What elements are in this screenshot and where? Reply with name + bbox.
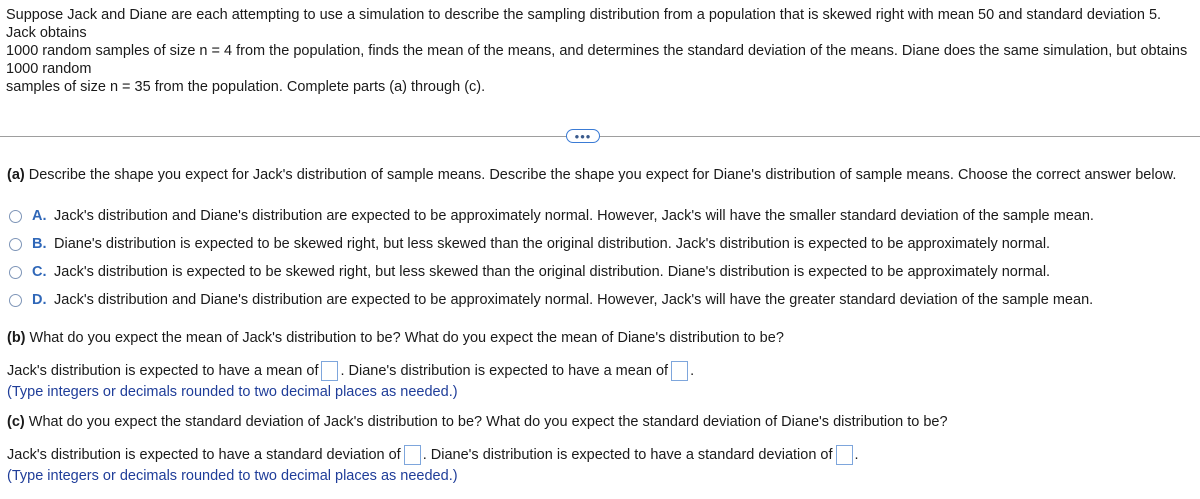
part-c-period: . <box>854 447 859 463</box>
ellipsis-icon: ••• <box>574 128 592 144</box>
option-a-letter: A. <box>32 208 47 224</box>
intro-line-3: samples of size n = 35 from the population. Complete parts (a) through (c). <box>6 79 486 95</box>
option-d-text: Jack's distribution and Diane's distribution are expected to be approximately normal. However, Jack's will have the greater standard deviation of the sample mean. <box>54 292 1094 308</box>
intro-line-1: Suppose Jack and Diane are each attempting to use a simulation to describe the sampling distribution from a population that is skewed right with mean 50 and standard deviation 5. Jack obtains <box>6 7 1162 41</box>
part-b-label: (b) <box>7 330 26 346</box>
diane-mean-input[interactable] <box>671 361 688 381</box>
option-c-text: Jack's distribution is expected to be skewed right, but less skewed than the original distribution. Diane's distribution is expected to be approximately normal. <box>54 264 1051 280</box>
part-b-hint: (Type integers or decimals rounded to two decimal places as needed.) <box>7 384 458 400</box>
part-b-question <box>7 330 784 346</box>
part-a-text: Describe the shape you expect for Jack's distribution of sample means. Describe the shape you expect for Diane's distribution of sample means. Choose the correct answer below. <box>28 167 1177 183</box>
part-a-label: (a) <box>7 167 25 183</box>
jack-mean-label: Jack's distribution is expected to have a mean of <box>7 363 319 379</box>
option-c[interactable] <box>9 263 1050 281</box>
jack-sd-label: Jack's distribution is expected to have a standard deviation of <box>7 447 401 463</box>
option-d-letter: D. <box>32 292 47 308</box>
section-divider <box>0 136 1200 137</box>
radio-button-d[interactable] <box>9 294 22 307</box>
part-c-label: (c) <box>7 414 25 430</box>
option-d[interactable] <box>9 291 1093 309</box>
diane-sd-input[interactable] <box>836 445 853 465</box>
part-b-answer-line <box>7 360 694 382</box>
part-b-text: What do you expect the mean of Jack's distribution to be? What do you expect the mean of Diane's distribution to be? <box>29 330 784 346</box>
part-b-period: . <box>690 363 695 379</box>
option-b-text: Diane's distribution is expected to be skewed right, but less skewed than the original distribution. Jack's distribution is expected to be approximately normal. <box>54 236 1051 252</box>
intro-line-2: 1000 random samples of size n = 4 from the population, finds the mean of the means, and determines the standard deviation of the means. Diane does the same simulation, but obtains 1000 random <box>6 43 1188 77</box>
option-a-text: Jack's distribution and Diane's distribution are expected to be approximately normal. However, Jack's will have the smaller standard deviation of the sample mean. <box>54 208 1094 224</box>
part-c-question <box>7 414 948 430</box>
radio-button-a[interactable] <box>9 210 22 223</box>
jack-sd-input[interactable] <box>404 445 421 465</box>
diane-mean-label: . Diane's distribution is expected to have a mean of <box>340 363 669 379</box>
part-c-text: What do you expect the standard deviation of Jack's distribution to be? What do you expect the standard deviation of Diane's distribution to be? <box>28 414 948 430</box>
radio-button-b[interactable] <box>9 238 22 251</box>
part-c-hint: (Type integers or decimals rounded to two decimal places as needed.) <box>7 468 458 484</box>
option-c-letter: C. <box>32 264 47 280</box>
problem-statement <box>6 6 1194 96</box>
option-b[interactable] <box>9 235 1050 253</box>
part-a-question <box>7 167 1176 183</box>
option-b-letter: B. <box>32 236 47 252</box>
part-c-answer-line <box>7 444 859 466</box>
jack-mean-input[interactable] <box>321 361 338 381</box>
diane-sd-label: . Diane's distribution is expected to have a standard deviation of <box>422 447 833 463</box>
radio-button-c[interactable] <box>9 266 22 279</box>
option-a[interactable] <box>9 207 1094 225</box>
expand-more-button[interactable] <box>566 129 600 143</box>
